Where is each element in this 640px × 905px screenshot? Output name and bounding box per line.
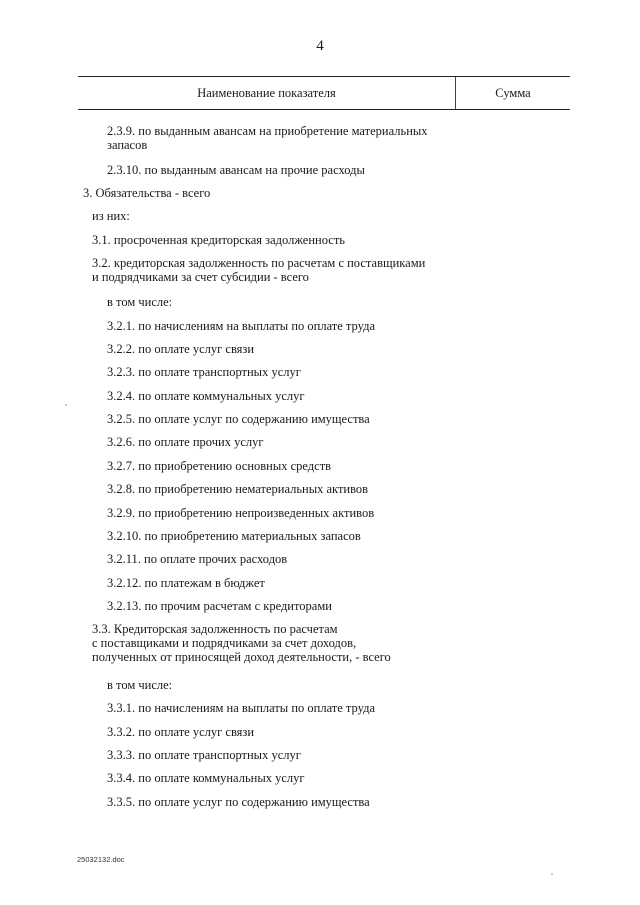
table-row: 3.3.1. по начислениям на выплаты по оплате труда xyxy=(107,701,375,715)
scan-speck xyxy=(65,404,67,406)
column-header-sum: Сумма xyxy=(495,86,531,100)
page-number: 4 xyxy=(316,38,324,54)
table-row: 2.3.10. по выданным авансам на прочие расходы xyxy=(107,163,365,177)
table-row: из них: xyxy=(92,209,130,223)
table-row: 3.2.3. по оплате транспортных услуг xyxy=(107,365,301,379)
table-row: 3.2.4. по оплате коммунальных услуг xyxy=(107,389,305,403)
table-header xyxy=(78,76,570,110)
table-row: 3.2.1. по начислениям на выплаты по оплате труда xyxy=(107,319,375,333)
table-row: в том числе: xyxy=(107,295,173,309)
column-header-name: Наименование показателя xyxy=(197,86,336,100)
table-row: 3.2.12. по платежам в бюджет xyxy=(107,576,265,590)
scan-speck xyxy=(551,873,553,875)
table-row: 3.2.7. по приобретению основных средств xyxy=(107,459,332,473)
table-row: 3.2.11. по оплате прочих расходов xyxy=(107,552,288,566)
table-row: 3.2.5. по оплате услуг по содержанию имущества xyxy=(107,412,370,426)
table-row: 3.3.2. по оплате услуг связи xyxy=(107,725,255,739)
table-row: 3.2.9. по приобретению непроизведенных активов xyxy=(107,506,375,520)
table-row: 3. Обязательства - всего xyxy=(83,186,211,200)
table-row: 3.2.10. по приобретению материальных запасов xyxy=(107,529,361,543)
table-row: 3.2. кредиторская задолженность по расчетам с поставщиками и подрядчиками за счет субсидии - всего xyxy=(92,256,426,284)
table-row: 3.1. просроченная кредиторская задолженность xyxy=(92,233,345,247)
table-row: 3.3.3. по оплате транспортных услуг xyxy=(107,748,301,762)
table-row: 3.2.13. по прочим расчетам с кредиторами xyxy=(107,599,332,613)
table-row: 3.3.5. по оплате услуг по содержанию имущества xyxy=(107,795,370,809)
footer-filename: 25032132.doc xyxy=(77,855,125,864)
table-row: 3.2.6. по оплате прочих услуг xyxy=(107,435,264,449)
table-row: 2.3.9. по выданным авансам на приобретение материальных запасов xyxy=(107,124,428,152)
table-row: 3.3.4. по оплате коммунальных услуг xyxy=(107,771,305,785)
table-row: 3.2.2. по оплате услуг связи xyxy=(107,342,255,356)
table-row: 3.2.8. по приобретению нематериальных активов xyxy=(107,482,369,496)
table-row: в том числе: xyxy=(107,678,173,692)
table-row: 3.3. Кредиторская задолженность по расчетам с поставщиками и подрядчиками за счет доходов, полученных от приносящей доход деятельности, - всего xyxy=(92,622,391,664)
